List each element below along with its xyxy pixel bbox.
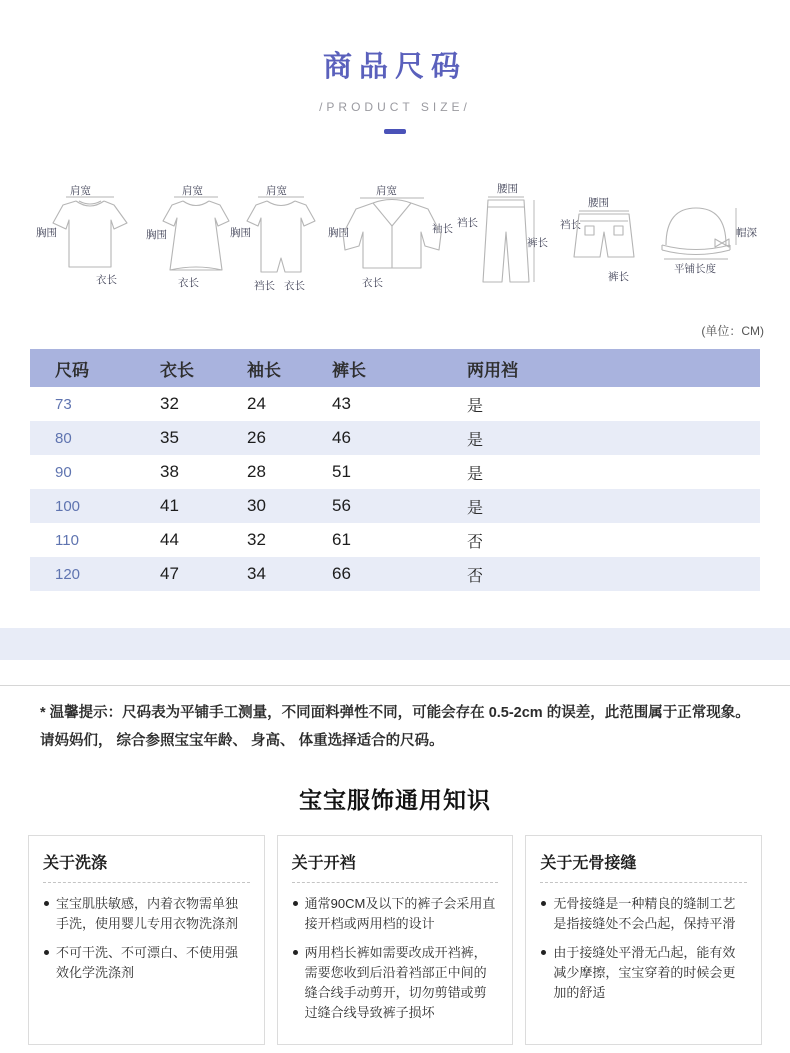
cell-dual-crotch: 是: [467, 499, 484, 517]
col-header-garment-length: 衣长: [160, 349, 247, 387]
measure-label-waist: 腰围: [497, 183, 518, 195]
cell-pants: 61: [332, 530, 351, 549]
cell-dual-crotch: 否: [467, 533, 484, 551]
col-header-size: 尺码: [30, 349, 160, 387]
table-row: [30, 387, 760, 421]
cell-pants: 66: [332, 564, 351, 583]
cell-sleeve: 24: [247, 394, 266, 413]
hat-diagram: [648, 178, 790, 316]
title-dash: [384, 129, 406, 134]
dress-diagram: [144, 178, 244, 316]
table-row: [30, 455, 760, 489]
cell-size: 90: [55, 463, 72, 481]
shorts-diagram: [550, 178, 655, 316]
size-notes: [40, 699, 750, 756]
dress-icon: [160, 196, 232, 274]
knowledge-cards: [28, 835, 762, 1046]
size-table: [30, 349, 760, 591]
notes-line-1: * 温馨提示：尺码表为平铺手工测量，不同面料弹性不同，可能会存在 0.5-2cm 的误差，此范围属于正常现象。: [40, 705, 750, 721]
cell-size: 110: [55, 531, 79, 549]
measure-label-length: 衣长: [178, 277, 199, 289]
page-header: [0, 0, 790, 134]
table-row: [30, 557, 760, 591]
measure-label-shoulder: 肩宽: [266, 185, 287, 197]
measure-label-length: 衣长: [362, 277, 383, 289]
cell-size: 73: [55, 395, 72, 413]
page-title: 商品尺码: [322, 51, 467, 83]
card-item: 两用档长裤如需要改成开裆裤，需要您收到后沿着裆部正中间的缝合线手动剪开，切勿剪错或剪过缝合线导致裤子损坏: [292, 943, 499, 1024]
knowledge-title: 宝宝服饰通用知识: [299, 786, 491, 813]
cell-size: 80: [55, 429, 72, 447]
cell-length: 44: [160, 530, 179, 549]
cell-length: 32: [160, 394, 179, 413]
cell-dual-crotch: 否: [467, 567, 484, 585]
measure-label-length: 衣长: [284, 280, 305, 292]
table-header-row: [30, 349, 760, 387]
decor-band: [0, 628, 790, 660]
col-header-pants-length: 裤长: [332, 349, 467, 387]
card-list: [292, 894, 499, 1024]
card-seamless: [525, 835, 762, 1046]
col-header-dual-crotch: 两用裆: [467, 349, 760, 387]
pants-icon: [479, 196, 537, 286]
card-item: 无骨接缝是一种精良的缝制工艺是指接缝处不会凸起，保持平滑: [540, 894, 747, 934]
card-list: [540, 894, 747, 1004]
cell-pants: 43: [332, 394, 351, 413]
col-header-sleeve-length: 袖长: [247, 349, 332, 387]
measure-label-hat-depth: 帽深: [736, 227, 757, 239]
unit-note: (单位：CM): [701, 324, 764, 338]
cell-sleeve: 34: [247, 564, 266, 583]
measure-label-chest: 胸围: [146, 229, 167, 241]
cell-sleeve: 30: [247, 496, 266, 515]
card-item: 不可干洗、不可漂白、不使用强效化学洗涤剂: [43, 943, 250, 983]
jacket-icon: [336, 196, 448, 272]
jacket-diagram: [328, 178, 462, 316]
notes-line-2: 请妈妈们， 综合参照宝宝年龄、 身高、 体重选择适合的尺码。: [40, 733, 444, 750]
measure-label-waist: 腰围: [588, 197, 609, 209]
cell-pants: 46: [332, 428, 351, 447]
card-title: 关于洗涤: [43, 850, 250, 883]
measure-label-shoulder: 肩宽: [182, 185, 203, 197]
romper-icon: [244, 196, 318, 278]
measure-label-shoulder: 肩宽: [70, 185, 91, 197]
card-title: 关于开裆: [292, 850, 499, 883]
table-row: [30, 523, 760, 557]
measure-label-crotch: 裆长: [254, 280, 275, 292]
card-item: 由于接缝处平滑无凸起，能有效减少摩擦，宝宝穿着的时候会更加的舒适: [540, 943, 747, 1003]
measure-label-shoulder: 肩宽: [376, 185, 397, 197]
tshirt-diagram: [26, 178, 146, 316]
measure-label-chest: 胸围: [36, 227, 57, 239]
card-item: 通常90CM及以下的裤子会采用直接开档或两用档的设计: [292, 894, 499, 934]
measure-label-length: 衣长: [96, 274, 117, 286]
measure-label-flat-length: 平铺长度: [674, 263, 716, 275]
measure-label-length: 裤长: [608, 271, 629, 283]
cell-size: 120: [55, 565, 81, 583]
cell-length: 38: [160, 462, 179, 481]
cell-length: 47: [160, 564, 179, 583]
measure-label-chest: 胸围: [328, 227, 349, 239]
tshirt-icon: [50, 196, 130, 272]
table-row: [30, 421, 760, 455]
measurement-diagrams: [0, 178, 790, 316]
card-item: 宝宝肌肤敏感，内着衣物需单独手洗，使用婴儿专用衣物洗涤剂: [43, 894, 250, 934]
cell-length: 35: [160, 428, 179, 447]
cell-pants: 56: [332, 496, 351, 515]
pants-diagram: [455, 178, 555, 316]
hat-icon: [658, 202, 740, 262]
cell-dual-crotch: 是: [467, 431, 484, 449]
cell-sleeve: 32: [247, 530, 266, 549]
cell-size: 100: [55, 497, 81, 515]
table-row: [30, 489, 760, 523]
cell-sleeve: 28: [247, 462, 266, 481]
page-subtitle: /PRODUCT SIZE/: [319, 100, 471, 114]
measure-label-sleeve: 袖长: [432, 223, 453, 235]
card-list: [43, 894, 250, 984]
card-washing: [28, 835, 265, 1046]
card-title: 关于无骨接缝: [540, 850, 747, 883]
measure-label-chest: 胸围: [230, 227, 251, 239]
measure-label-crotch: 裆长: [457, 217, 478, 229]
card-open-crotch: [277, 835, 514, 1046]
measure-label-length: 裤长: [527, 237, 548, 249]
cell-dual-crotch: 是: [467, 465, 484, 483]
cell-dual-crotch: 是: [467, 397, 484, 415]
romper-diagram: [230, 178, 332, 316]
cell-sleeve: 26: [247, 428, 266, 447]
measure-label-crotch: 裆长: [560, 219, 581, 231]
shorts-icon: [572, 210, 636, 262]
cell-pants: 51: [332, 462, 351, 481]
section-divider: [0, 685, 790, 686]
cell-length: 41: [160, 496, 179, 515]
